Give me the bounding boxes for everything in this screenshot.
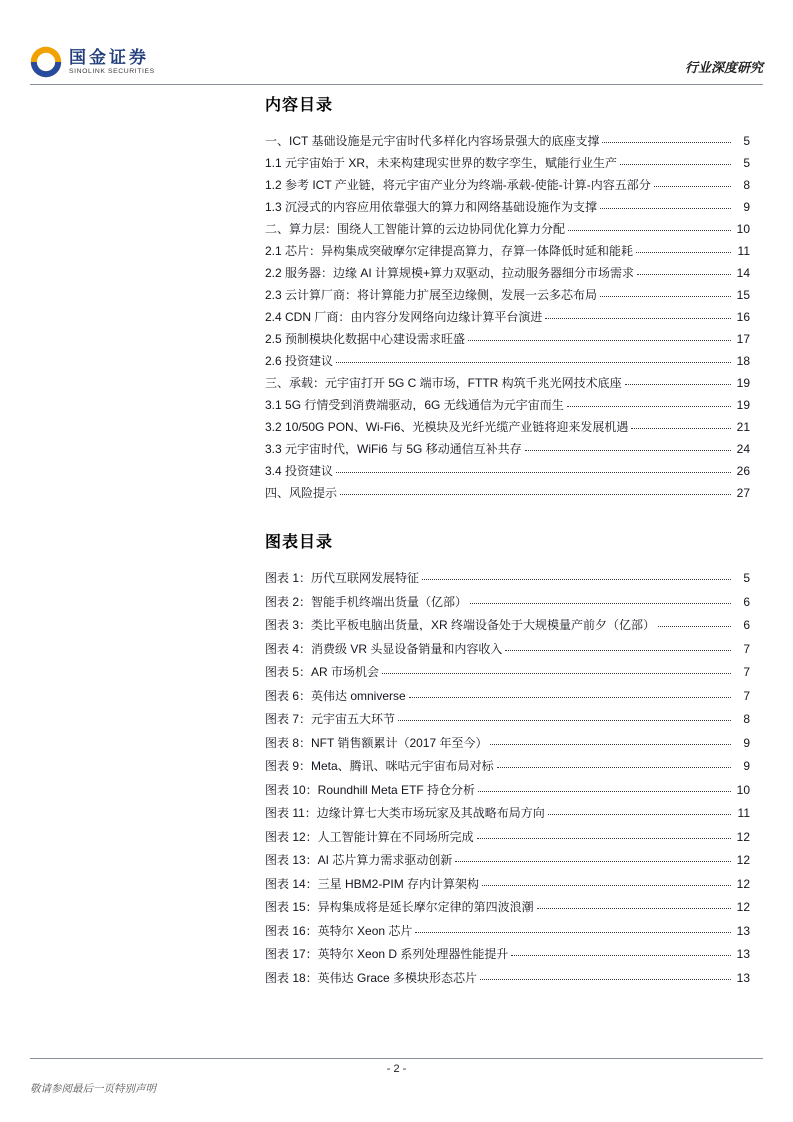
figure-leader-dots <box>480 979 731 980</box>
figure-leader-dots <box>548 814 731 815</box>
toc-item[interactable] <box>265 443 750 455</box>
figure-leader-dots <box>470 603 731 604</box>
toc-leader-dots <box>567 406 731 407</box>
toc-item[interactable] <box>265 179 750 191</box>
toc-item-page: 18 <box>736 354 750 368</box>
figure-leader-dots <box>511 955 731 956</box>
brand-text <box>69 49 155 76</box>
figures-title: 图表目录 <box>265 534 334 551</box>
figure-list <box>265 572 750 984</box>
toc-item[interactable] <box>265 289 750 301</box>
toc-item-page: 15 <box>736 288 750 302</box>
figure-leader-dots <box>537 908 731 909</box>
figure-item-label: 图表 7：元宇宙五大环节 <box>265 713 396 725</box>
figure-leader-dots <box>455 861 731 862</box>
toc-leader-dots <box>545 318 731 319</box>
figure-item-page: 13 <box>736 947 750 961</box>
figure-item-page: 7 <box>743 688 750 703</box>
figure-item-label: 图表 14：三星 HBM2-PIM 存内计算架构 <box>265 877 480 890</box>
figure-leader-dots <box>477 838 731 839</box>
toc-leader-dots <box>336 362 731 363</box>
figure-leader-dots <box>482 885 731 886</box>
figure-item-page: 12 <box>736 853 750 867</box>
toc-item[interactable] <box>265 355 750 367</box>
page-footer <box>30 1058 763 1096</box>
figure-leader-dots <box>478 791 731 792</box>
toc-leader-dots <box>625 384 731 385</box>
brand <box>30 46 155 78</box>
toc-leader-dots <box>336 472 731 473</box>
toc-item-page: 27 <box>736 486 750 500</box>
figure-item-label: 图表 11：边缘计算七大类市场玩家及其战略布局方向 <box>265 807 545 819</box>
figure-item-page: 5 <box>743 571 750 585</box>
figure-item-page: 12 <box>736 829 750 844</box>
figure-item-page: 12 <box>736 876 750 891</box>
figure-leader-dots <box>422 579 731 580</box>
toc-item-label: 3.3 元宇宙时代，WiFi6 与 5G 移动通信互补共存 <box>265 443 522 455</box>
figure-item-label: 图表 1：历代互联网发展特征 <box>265 572 420 584</box>
toc-item[interactable] <box>265 157 750 169</box>
toc-item-label: 2.6 投资建议 <box>265 355 334 367</box>
figure-item-label: 图表 9：Meta、腾讯、咪咕元宇宙布局对标 <box>265 760 494 772</box>
toc-item[interactable] <box>265 465 750 477</box>
page-content <box>265 92 750 995</box>
figure-item-label: 图表 4：消费级 VR 头显设备销量和内容收入 <box>265 642 503 655</box>
figure-leader-dots <box>658 626 731 627</box>
brand-name-cn: 国金证券 <box>69 47 149 67</box>
figure-leader-dots <box>490 744 731 745</box>
toc-item-label: 2.3 云计算厂商：将计算能力扩展至边缘侧，发展一云多芯布局 <box>265 289 598 301</box>
figure-item[interactable] <box>265 854 750 866</box>
figure-item[interactable] <box>265 760 750 772</box>
toc-leader-dots <box>602 142 731 143</box>
figure-item-label: 图表 6：英伟达 omniverse <box>265 689 406 702</box>
toc-item-page: 26 <box>736 464 750 478</box>
toc-item[interactable] <box>265 377 750 389</box>
figure-item[interactable] <box>265 878 750 890</box>
toc-item-label: 2.4 CDN 厂商：由内容分发网络向边缘计算平台演进 <box>265 311 543 323</box>
figure-item[interactable] <box>265 948 750 960</box>
figure-item-page: 6 <box>743 594 750 609</box>
toc-leader-dots <box>636 252 731 253</box>
toc-item-page: 10 <box>736 222 750 236</box>
toc-item-label: 四、风险提示 <box>265 487 338 499</box>
figure-item-page: 9 <box>743 759 750 773</box>
toc-item-label: 2.5 预制模块化数据中心建设需求旺盛 <box>265 333 466 345</box>
figure-item[interactable] <box>265 807 750 819</box>
figure-item-label: 图表 3：类比平板电脑出货量，XR 终端设备处于大规模量产前夕（亿部） <box>265 619 656 631</box>
footer-divider <box>30 1058 763 1059</box>
toc-item-page: 5 <box>743 156 750 170</box>
figure-item[interactable] <box>265 925 750 937</box>
toc-leader-dots <box>600 208 731 209</box>
toc-item-label: 3.2 10/50G PON、Wi-Fi6、光模块及光纤光缆产业链将迎来发展机遇 <box>265 421 629 433</box>
figure-item[interactable] <box>265 690 750 702</box>
toc-item[interactable] <box>265 487 750 499</box>
toc-item-page: 19 <box>736 376 750 390</box>
toc-leader-dots <box>620 164 731 165</box>
figure-item-label: 图表 2：智能手机终端出货量（亿部） <box>265 595 468 608</box>
figure-item-page: 13 <box>736 923 750 938</box>
figure-item[interactable] <box>265 831 750 843</box>
toc-leader-dots <box>568 230 731 231</box>
brand-name-en: SINOLINK SECURITIES <box>69 68 155 76</box>
toc-item[interactable] <box>265 333 750 345</box>
toc-item-label: 3.1 5G 行情受到消费端驱动，6G 无线通信为元宇宙而生 <box>265 399 564 411</box>
toc-item-page: 9 <box>743 200 750 214</box>
figure-item-label: 图表 13：AI 芯片算力需求驱动创新 <box>265 854 453 866</box>
toc-item-page: 14 <box>736 266 750 280</box>
toc-item-label: 3.4 投资建议 <box>265 465 334 477</box>
figure-item[interactable] <box>265 572 750 584</box>
figure-item[interactable] <box>265 643 750 655</box>
toc-item-page: 11 <box>737 244 750 258</box>
toc-leader-dots <box>468 340 731 341</box>
toc-leader-dots <box>525 450 731 451</box>
toc-leader-dots <box>654 186 731 187</box>
toc-item-page: 19 <box>736 398 750 412</box>
toc-item[interactable] <box>265 201 750 213</box>
toc-item[interactable] <box>265 267 750 279</box>
toc-leader-dots <box>340 494 731 495</box>
toc-item-page: 16 <box>736 310 750 324</box>
figure-item-page: 6 <box>743 618 750 632</box>
toc-leader-dots <box>631 428 731 429</box>
toc-leader-dots <box>637 274 731 275</box>
toc-item[interactable] <box>265 223 750 235</box>
figure-item-label: 图表 16：英特尔 Xeon 芯片 <box>265 924 413 937</box>
figure-item-label: 图表 8：NFT 销售额累计（2017 年至今） <box>265 736 488 749</box>
report-category-label: 行业深度研究 <box>684 60 763 75</box>
toc-item-label: 2.2 服务器：边缘 AI 计算规模+算力双驱动，拉动服务器细分市场需求 <box>265 267 635 279</box>
figure-item[interactable] <box>265 596 750 608</box>
toc-item-label: 1.2 参考 ICT 产业链，将元宇宙产业分为终端-承载-使能-计算-内容五部分 <box>265 179 651 191</box>
toc-item-page: 8 <box>743 178 750 192</box>
page-header <box>30 38 763 85</box>
figure-item-label: 图表 18：英伟达 Grace 多模块形态芯片 <box>265 971 478 984</box>
figure-item-page: 9 <box>743 735 750 750</box>
figure-leader-dots <box>398 720 731 721</box>
page-number: - 2 - <box>386 1063 407 1075</box>
figure-leader-dots <box>415 932 731 933</box>
figure-item-page: 7 <box>743 665 750 679</box>
figure-item-page: 13 <box>736 970 750 985</box>
footer-disclaimer: 敬请参阅最后一页特别声明 <box>30 1084 156 1095</box>
toc-item-page: 17 <box>736 332 750 346</box>
figure-item[interactable] <box>265 901 750 913</box>
toc-item-label: 一、ICT 基础设施是元宇宙时代多样化内容场景强大的底座支撑 <box>265 135 600 147</box>
figure-item[interactable] <box>265 666 750 678</box>
figure-item-page: 8 <box>743 712 750 726</box>
toc-item[interactable] <box>265 245 750 257</box>
figure-item[interactable] <box>265 619 750 631</box>
toc-item-page: 24 <box>736 442 750 456</box>
figure-leader-dots <box>497 767 731 768</box>
figure-item-label: 图表 5：AR 市场机会 <box>265 666 380 678</box>
figure-leader-dots <box>382 673 731 674</box>
toc-item-label: 1.1 元宇宙始于 XR，未来构建现实世界的数字孪生，赋能行业生产 <box>265 157 618 169</box>
figure-item[interactable] <box>265 737 750 749</box>
figure-item-page: 11 <box>737 806 750 820</box>
toc-item[interactable] <box>265 135 750 147</box>
toc-item-label: 二、算力层：围绕人工智能计算的云边协同优化算力分配 <box>265 223 566 235</box>
toc-item[interactable] <box>265 311 750 323</box>
toc-item-page: 5 <box>743 134 750 148</box>
toc-item-page: 21 <box>736 420 750 434</box>
figure-item-page: 7 <box>743 641 750 656</box>
figure-item-label: 图表 10：Roundhill Meta ETF 持仓分析 <box>265 783 476 796</box>
toc-title: 内容目录 <box>265 97 334 114</box>
figure-leader-dots <box>505 650 731 651</box>
figure-item[interactable] <box>265 784 750 796</box>
figure-item-page: 12 <box>736 900 750 914</box>
figure-item[interactable] <box>265 972 750 984</box>
figure-leader-dots <box>409 697 731 698</box>
toc-list <box>265 135 750 499</box>
toc-leader-dots <box>600 296 731 297</box>
toc-item-label: 三、承载：元宇宙打开 5G C 端市场，FTTR 构筑千兆光网技术底座 <box>265 377 622 389</box>
toc-item[interactable] <box>265 421 750 433</box>
toc-item-label: 1.3 沉浸式的内容应用依靠强大的算力和网络基础设施作为支撑 <box>265 201 598 213</box>
figure-item-label: 图表 15：异构集成将是延长摩尔定律的第四波浪潮 <box>265 901 534 913</box>
sinolink-logo-icon <box>30 46 62 78</box>
figure-item[interactable] <box>265 713 750 725</box>
figure-item-page: 10 <box>736 782 750 797</box>
figure-item-label: 图表 12：人工智能计算在不同场所完成 <box>265 830 474 843</box>
toc-item-label: 2.1 芯片：异构集成突破摩尔定律提高算力，存算一体降低时延和能耗 <box>265 245 634 257</box>
toc-item[interactable] <box>265 399 750 411</box>
figure-item-label: 图表 17：英特尔 Xeon D 系列处理器性能提升 <box>265 948 509 960</box>
